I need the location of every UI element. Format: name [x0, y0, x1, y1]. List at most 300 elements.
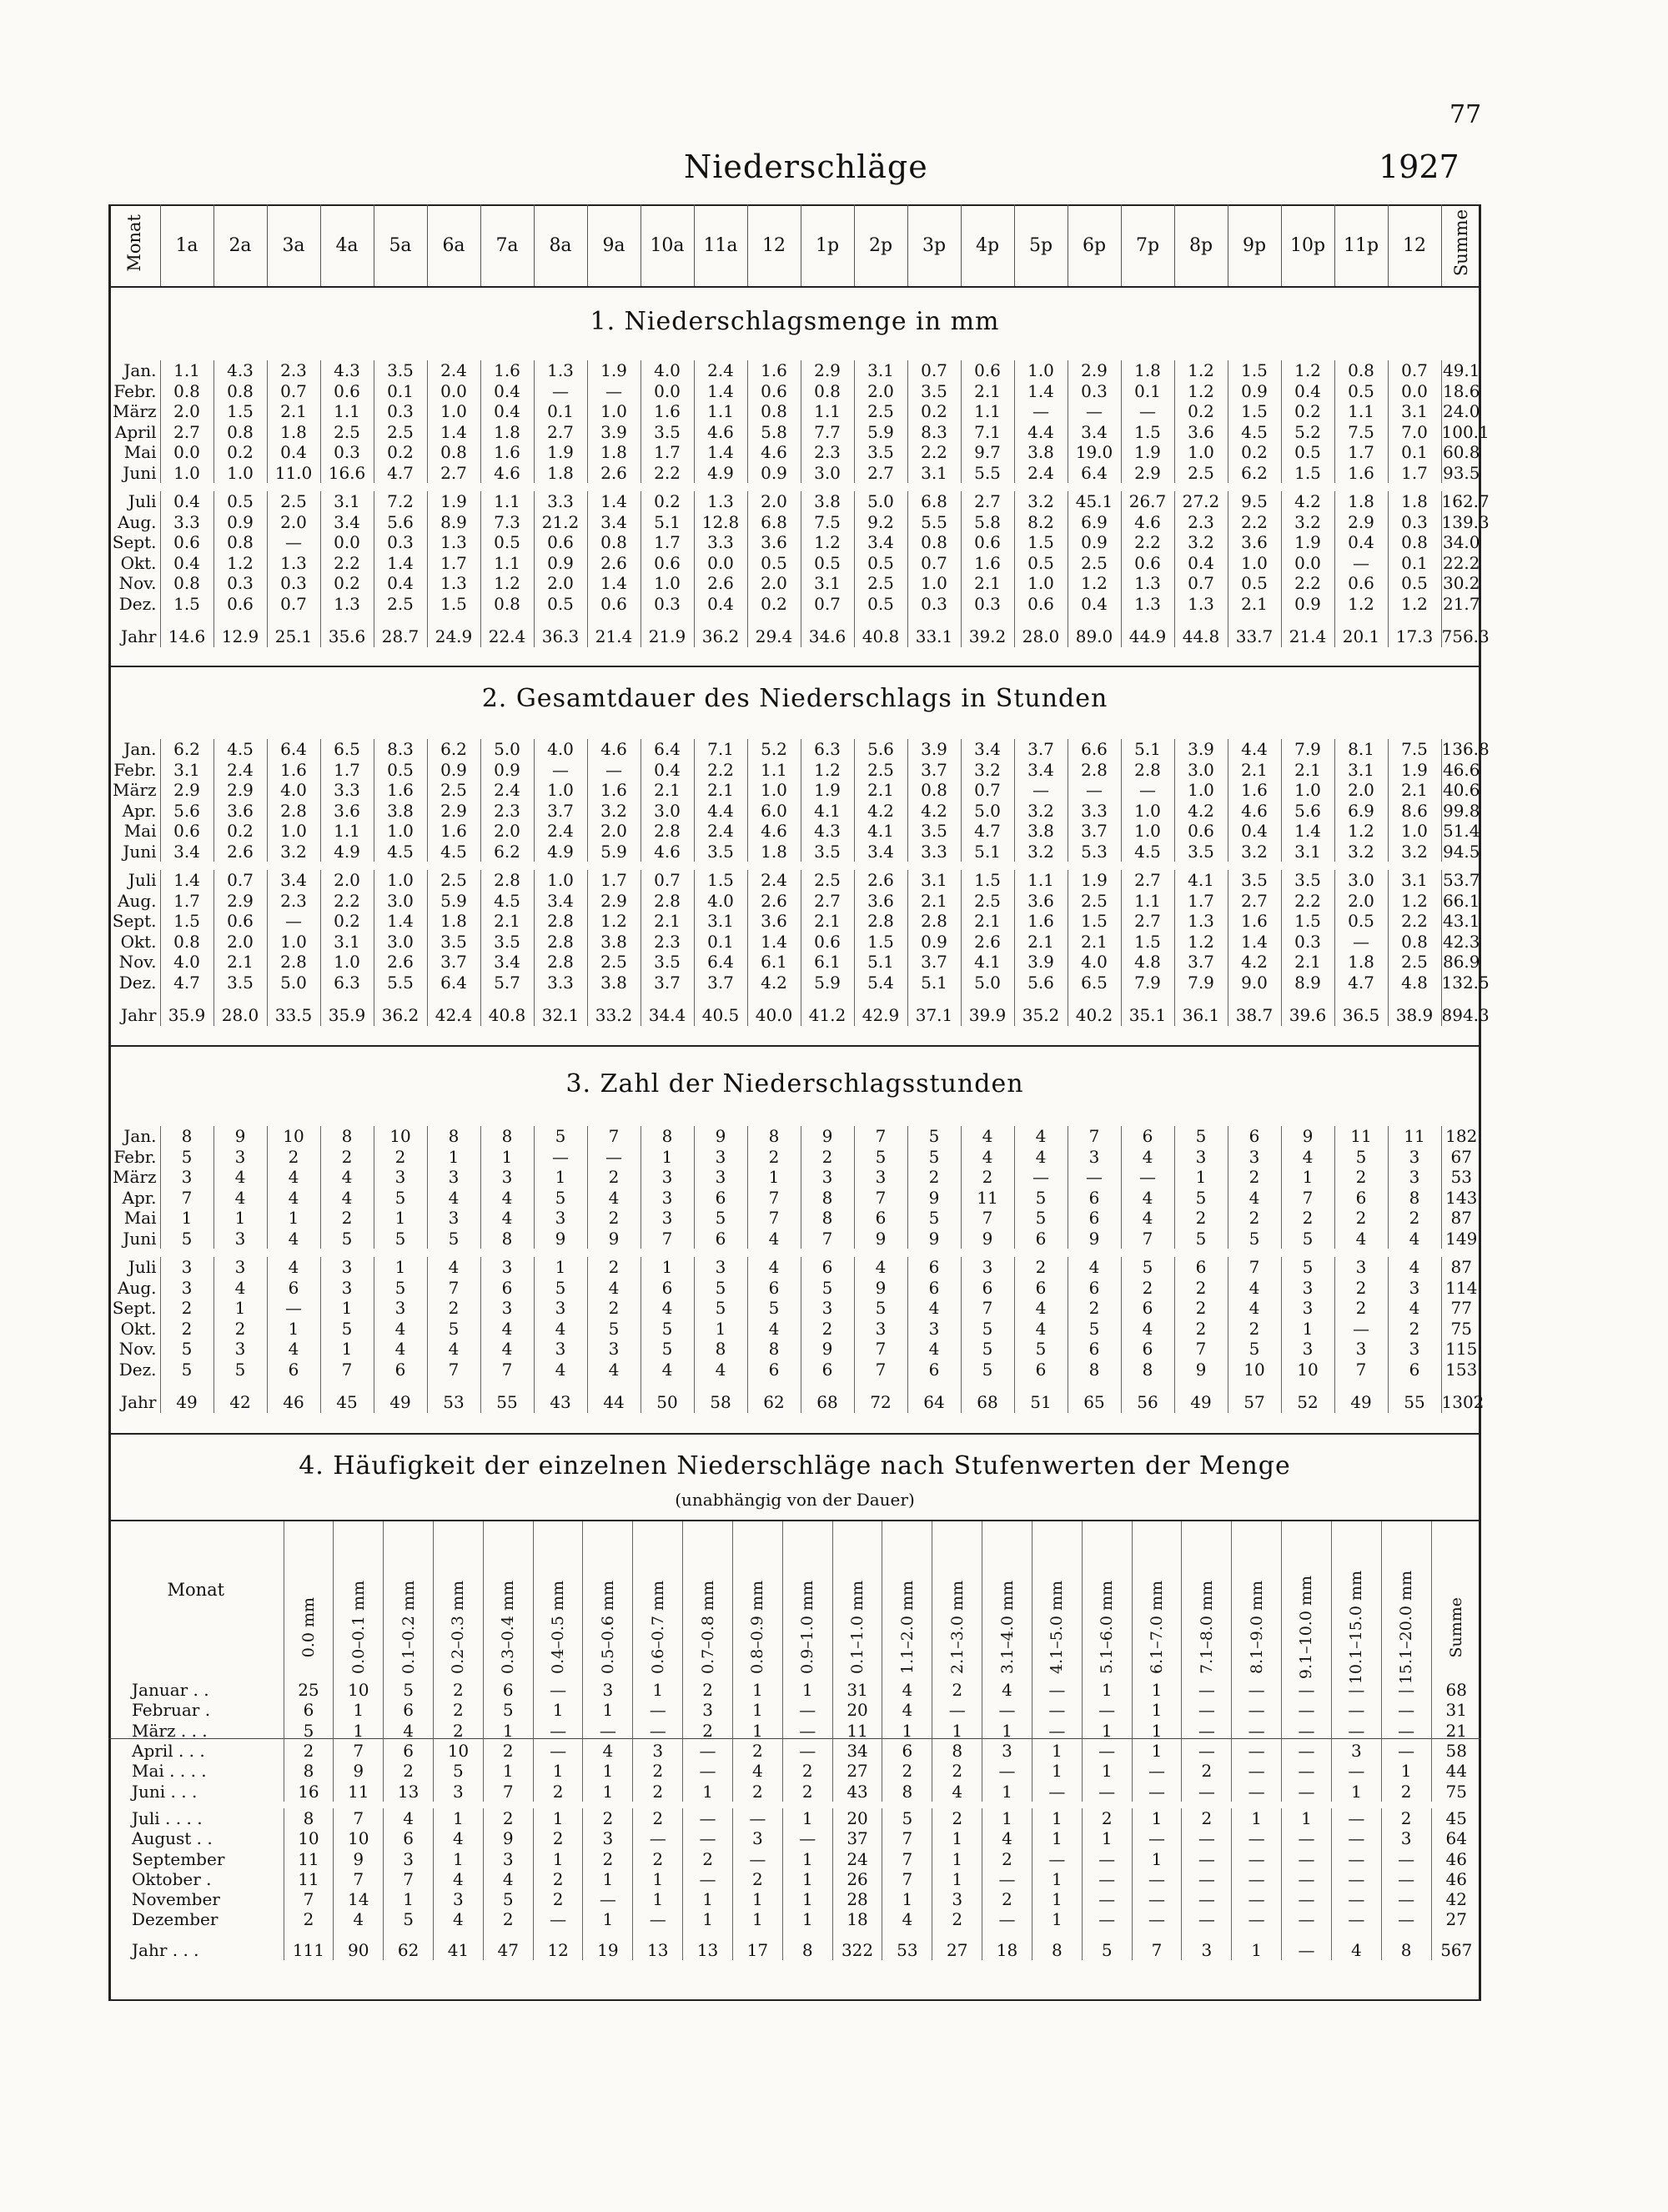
table-cell: 3.7: [907, 760, 961, 781]
table-cell: 6: [641, 1278, 694, 1299]
table-cell: 3: [1334, 1339, 1388, 1360]
table-cell: 2: [633, 1761, 683, 1781]
table-cell: 0.4: [1068, 594, 1121, 615]
table-cell: 7: [320, 1360, 374, 1380]
table-cell: 0.5: [854, 594, 907, 615]
table-cell: 2.1: [1228, 760, 1281, 781]
table-cell: 1: [334, 1700, 384, 1720]
table-cell: 5: [374, 1229, 427, 1249]
table-cell: 7.2: [374, 491, 427, 512]
year-total-cell: 20.1: [1334, 614, 1388, 647]
month-label: Juli: [128, 1257, 157, 1278]
year-total-cell: 36.5: [1334, 993, 1388, 1026]
table-cell: 1: [1032, 1889, 1082, 1909]
table-cell: 3.6: [320, 801, 374, 822]
table-cell: 4: [214, 1278, 267, 1299]
table-cell: 2.0: [854, 381, 907, 402]
month-label: Dezember: [132, 1909, 219, 1930]
table-cell: 0.1: [1388, 442, 1441, 463]
table-cell: 8: [882, 1781, 932, 1801]
table-cell: —: [1082, 1848, 1132, 1868]
table-cell: 2: [427, 1298, 480, 1319]
table-cell: 27: [832, 1761, 882, 1781]
table-cell: 4: [982, 1828, 1032, 1848]
table-cell: 4.6: [1228, 801, 1281, 822]
table-cell: 11: [284, 1848, 334, 1868]
table-cell: 3.5: [801, 842, 854, 862]
table-cell: 3.5: [907, 381, 961, 402]
table-cell: 4: [427, 1257, 480, 1278]
table-cell: 11.0: [267, 463, 320, 484]
table-cell: 0.5: [1014, 553, 1068, 574]
table-cell: 132.5: [1441, 972, 1490, 993]
table-cell: 5.1: [854, 952, 907, 973]
table-cell: 3.9: [1174, 739, 1228, 760]
table-cell: 3.8: [1014, 442, 1068, 463]
year-total-cell: 39.9: [961, 993, 1014, 1026]
table-cell: 9: [214, 1126, 267, 1147]
table-cell: 2.0: [747, 573, 801, 594]
table-cell: 1: [633, 1869, 683, 1889]
table-cell: 0.4: [1228, 821, 1281, 842]
table-cell: 4: [1388, 1298, 1441, 1319]
table-cell: 2: [683, 1848, 733, 1868]
table-cell: 5: [160, 1360, 214, 1380]
table-cell: 1: [732, 1889, 782, 1909]
table-cell: 4.7: [374, 463, 427, 484]
table-cell: —: [1331, 1889, 1381, 1909]
table-cell: 4: [1228, 1278, 1281, 1299]
table-cell: 9: [483, 1828, 533, 1848]
year-total-cell: 25.1: [267, 614, 320, 647]
year-total-cell: 90: [334, 1930, 384, 1960]
table-cell: 4: [384, 1721, 434, 1741]
table-cell: —: [1282, 1761, 1332, 1781]
table-cell: 13: [384, 1781, 434, 1801]
table-cell: 2: [320, 1147, 374, 1168]
table-cell: 1.2: [1281, 360, 1334, 381]
table-cell: 5.6: [160, 801, 214, 822]
table-cell: 14: [334, 1889, 384, 1909]
table-cell: —: [583, 1889, 633, 1909]
table-cell: 4: [1121, 1147, 1174, 1168]
year-total-cell: 57: [1228, 1380, 1281, 1413]
table-cell: —: [1132, 1909, 1182, 1929]
table-cell: 2.7: [1121, 911, 1174, 932]
table-cell: 1.2: [214, 553, 267, 574]
table-cell: 3.1: [907, 463, 961, 484]
table-row: [108, 1741, 1481, 1761]
table-row: [108, 801, 1481, 822]
table-cell: 1: [747, 1167, 801, 1188]
table-cell: 7.0: [1388, 422, 1441, 443]
table-cell: 4: [747, 1319, 801, 1340]
table-cell: 1.1: [961, 401, 1014, 422]
table-cell: 7: [854, 1188, 907, 1209]
hour-header-cell: 8a: [534, 204, 587, 287]
table-cell: 3.6: [747, 911, 801, 932]
table-cell: 2.2: [1228, 512, 1281, 533]
table-row: [108, 1360, 1481, 1380]
table-cell: 3: [1281, 1278, 1334, 1299]
table-cell: 9: [801, 1126, 854, 1147]
table-cell: 1: [1331, 1781, 1381, 1801]
table-cell: 1.1: [801, 401, 854, 422]
table-cell: 6: [1014, 1229, 1068, 1249]
table-cell: 5.1: [907, 973, 961, 993]
table-cell: 4.3: [801, 821, 854, 842]
table-cell: 2: [982, 1889, 1032, 1909]
table-cell: 2.0: [1334, 891, 1388, 912]
table-cell: 1: [384, 1889, 434, 1909]
table-cell: —: [1334, 553, 1388, 574]
table-cell: 4: [1228, 1188, 1281, 1209]
table-cell: 1: [1032, 1828, 1082, 1848]
table-cell: 0.3: [1388, 512, 1441, 533]
table-cell: —: [1331, 1721, 1381, 1741]
table-cell: 1.2: [801, 760, 854, 781]
year-total-cell: 34.4: [641, 993, 694, 1026]
table-cell: 21.7: [1442, 593, 1480, 614]
month-label: Juni: [123, 462, 157, 483]
separator: [108, 1433, 1481, 1435]
table-cell: 5: [961, 1360, 1014, 1380]
table-cell: 1.2: [1388, 594, 1441, 615]
table-cell: 0.3: [1281, 932, 1334, 953]
table-cell: 1.5: [160, 594, 214, 615]
table-cell: 1.2: [587, 911, 641, 932]
table-cell: 4: [882, 1909, 932, 1929]
table-cell: 3: [374, 1167, 427, 1188]
year-total-cell: 21.4: [1281, 614, 1334, 647]
table-cell: 0.3: [214, 573, 267, 594]
table-cell: 4: [1014, 1147, 1068, 1168]
range-column-header: 0.4–0.5 mm: [533, 1521, 583, 1739]
hour-header-cell: 4p: [961, 204, 1014, 287]
table-cell: 3.6: [854, 891, 907, 912]
table-cell: 7.7: [801, 422, 854, 443]
table-cell: 45.1: [1068, 491, 1121, 512]
year-total-cell: 8: [782, 1930, 832, 1960]
table-cell: 0.8: [160, 573, 214, 594]
table-cell: 4: [1121, 1188, 1174, 1209]
table-cell: 3.3: [1068, 801, 1121, 822]
table-row: [108, 594, 1481, 615]
table-row: [108, 973, 1481, 993]
table-cell: 1.0: [374, 870, 427, 891]
table-cell: 2: [1334, 1298, 1388, 1319]
table-cell: 1.8: [1334, 491, 1388, 512]
table-cell: 2: [160, 1319, 214, 1340]
table-cell: 9: [334, 1848, 384, 1868]
year-total-cell: 55: [480, 1380, 534, 1413]
table-cell: —: [1232, 1680, 1282, 1700]
table-cell: —: [1014, 1167, 1068, 1188]
table-cell: 3.7: [694, 973, 747, 993]
table-cell: 1: [882, 1889, 932, 1909]
table-cell: 1.4: [694, 381, 747, 402]
table-cell: 1: [374, 1208, 427, 1229]
table-cell: 3.5: [641, 422, 694, 443]
range-column-header: 0.3–0.4 mm: [483, 1521, 533, 1739]
table-cell: 9: [854, 1229, 907, 1249]
table-cell: 2: [587, 1167, 641, 1188]
table-cell: 3.4: [320, 512, 374, 533]
table-cell: 20: [832, 1700, 882, 1720]
table-cell: 0.3: [1068, 381, 1121, 402]
table-cell: —: [633, 1909, 683, 1929]
table-cell: —: [267, 532, 320, 553]
table-cell: 8: [932, 1741, 982, 1761]
table-cell: 8.3: [907, 422, 961, 443]
table-cell: 2.9: [214, 891, 267, 912]
table-cell: 1.9: [801, 780, 854, 801]
table-row: [108, 952, 1481, 973]
table-cell: 99.8: [1442, 800, 1480, 821]
table-cell: 2: [533, 1828, 583, 1848]
table-cell: 11: [961, 1188, 1014, 1209]
table-cell: 2.1: [267, 401, 320, 422]
table-cell: 5: [1334, 1147, 1388, 1168]
table-cell: 6: [483, 1680, 533, 1700]
year-total-cell: 33.7: [1228, 614, 1281, 647]
table-cell: 2.1: [961, 573, 1014, 594]
table-cell: 7: [1334, 1360, 1388, 1380]
month-label: Apr.: [122, 800, 157, 821]
range-column-header: 0.1–1.0 mm: [832, 1521, 882, 1739]
year-total-row: [108, 1930, 1481, 1960]
table-cell: 6: [1388, 1360, 1441, 1380]
table-cell: 10: [284, 1828, 334, 1848]
table-cell: 0.4: [694, 594, 747, 615]
table-cell: 0.5: [374, 760, 427, 781]
table-cell: —: [1331, 1909, 1381, 1929]
table-cell: 3: [1388, 1278, 1441, 1299]
hour-header-cell: 1a: [160, 204, 214, 287]
table-cell: 2.8: [267, 952, 320, 973]
table-row: [108, 1147, 1481, 1168]
table-cell: 1: [1032, 1761, 1082, 1781]
month-label: Dez.: [118, 972, 157, 993]
table-cell: 4: [587, 1278, 641, 1299]
table-cell: 4: [982, 1680, 1032, 1700]
table-cell: 6: [747, 1360, 801, 1380]
table-cell: —: [1334, 932, 1388, 953]
table-row: [108, 463, 1481, 484]
table-cell: 0.0: [641, 381, 694, 402]
table-cell: 3: [160, 1278, 214, 1299]
month-label: Juni . . .: [132, 1781, 198, 1802]
table-cell: 2.2: [907, 442, 961, 463]
table-cell: 3.8: [1014, 821, 1068, 842]
table-cell: 5.0: [267, 973, 320, 993]
table-cell: 3: [1068, 1147, 1121, 1168]
table-cell: 0.9: [1281, 594, 1334, 615]
table-cell: 1.3: [694, 491, 747, 512]
hour-header-cell: 5p: [1014, 204, 1068, 287]
table-cell: 1: [334, 1721, 384, 1741]
table-cell: 67: [1441, 1147, 1481, 1168]
table-cell: 0.4: [1174, 553, 1228, 574]
table-cell: 0.7: [1174, 573, 1228, 594]
table-cell: 2.1: [1228, 594, 1281, 615]
table-cell: 6.6: [1068, 739, 1121, 760]
table-cell: 0.3: [320, 442, 374, 463]
table-cell: 8.3: [374, 739, 427, 760]
month-label: Juli: [128, 491, 157, 512]
table-cell: 0.2: [747, 594, 801, 615]
table-cell: 4: [747, 1257, 801, 1278]
table-cell: 2: [1381, 1808, 1431, 1828]
table-cell: —: [1381, 1909, 1431, 1929]
table-cell: —: [982, 1700, 1032, 1720]
table-cell: 6: [1174, 1257, 1228, 1278]
table-cell: —: [1182, 1909, 1232, 1929]
table-cell: 4: [267, 1188, 320, 1209]
table-cell: —: [1334, 1319, 1388, 1340]
year-total-cell: —: [1282, 1930, 1332, 1960]
table-cell: 21.2: [534, 512, 587, 533]
table-cell: 5: [374, 1188, 427, 1209]
year-total-cell: 4: [1331, 1930, 1381, 1960]
table-cell: 0.6: [320, 381, 374, 402]
table-cell: 7: [882, 1869, 932, 1889]
range-column-header: 0.0 mm: [284, 1521, 334, 1739]
table-cell: 77: [1441, 1298, 1481, 1319]
year-total-cell: 35.9: [320, 993, 374, 1026]
table-cell: 5.9: [854, 422, 907, 443]
table-cell: 2.5: [427, 870, 480, 891]
table-cell: —: [1068, 401, 1121, 422]
table-cell: 1: [1132, 1741, 1182, 1761]
table-cell: 4: [1228, 1298, 1281, 1319]
table-cell: 2.7: [854, 463, 907, 484]
table-cell: 3.7: [1068, 821, 1121, 842]
table-row: [108, 1188, 1481, 1209]
table-cell: 1.3: [1121, 594, 1174, 615]
table-cell: 75: [1431, 1781, 1481, 1801]
table-cell: 7: [334, 1741, 384, 1761]
table-cell: 2: [374, 1147, 427, 1168]
table-cell: 3.7: [1014, 739, 1068, 760]
table-cell: 4.0: [1068, 952, 1121, 973]
table-cell: —: [267, 1298, 320, 1319]
table-cell: 7: [1068, 1126, 1121, 1147]
table-cell: 4: [1281, 1147, 1334, 1168]
year-total-cell: 35.9: [160, 993, 214, 1026]
table-cell: 2: [483, 1741, 533, 1761]
table-cell: 1: [932, 1869, 982, 1889]
table-cell: 1.6: [961, 553, 1014, 574]
table-cell: 7: [801, 1229, 854, 1249]
hour-header-cell: 9a: [587, 204, 641, 287]
table-cell: —: [1014, 401, 1068, 422]
table-cell: 4: [320, 1167, 374, 1188]
table-cell: 4: [1388, 1229, 1441, 1249]
table-row: [108, 739, 1481, 760]
table-row: [108, 1828, 1481, 1848]
table-cell: 6: [801, 1360, 854, 1380]
table-cell: 0.6: [961, 532, 1014, 553]
hour-header-cell: 11a: [694, 204, 747, 287]
table-cell: 3.6: [747, 532, 801, 553]
table-cell: 6: [747, 1278, 801, 1299]
table-cell: 0.6: [160, 821, 214, 842]
range-column-header: Summe: [1431, 1521, 1481, 1739]
table-cell: 1.9: [534, 442, 587, 463]
table-cell: —: [1182, 1848, 1232, 1868]
table-cell: 1.9: [1281, 532, 1334, 553]
table-cell: 2: [747, 1147, 801, 1168]
table-cell: 1.1: [694, 401, 747, 422]
table-cell: 4.7: [961, 821, 1014, 842]
table-cell: 0.9: [1068, 532, 1121, 553]
table-cell: 1.1: [480, 553, 534, 574]
year-total-cell: 45: [320, 1380, 374, 1413]
table-cell: 31: [1431, 1700, 1481, 1720]
table-cell: 3: [434, 1781, 484, 1801]
table-cell: 3: [427, 1167, 480, 1188]
table-cell: —: [1182, 1889, 1232, 1909]
table-cell: 1.8: [1121, 360, 1174, 381]
table-cell: 2.8: [534, 911, 587, 932]
table-cell: 3: [480, 1167, 534, 1188]
table-cell: 4.1: [801, 801, 854, 822]
table-cell: 0.4: [374, 573, 427, 594]
year-total-cell: 68: [961, 1380, 1014, 1413]
table-cell: 4: [483, 1869, 533, 1889]
table-cell: —: [1121, 780, 1174, 801]
table-row: [108, 1126, 1481, 1147]
table-cell: 1: [1132, 1848, 1182, 1868]
table-cell: 1.0: [267, 932, 320, 953]
table-cell: 6.3: [320, 973, 374, 993]
table-cell: 1.4: [1228, 932, 1281, 953]
table-cell: 2: [320, 1208, 374, 1229]
year-total-cell: 62: [384, 1930, 434, 1960]
table-cell: —: [533, 1721, 583, 1741]
table-cell: 1: [1282, 1808, 1332, 1828]
table-cell: 2.1: [641, 780, 694, 801]
year-total-cell: 17: [732, 1930, 782, 1960]
table-row: [108, 1808, 1481, 1828]
range-column-header: 1.1–2.0 mm: [882, 1521, 932, 1739]
year-total-cell: 49: [1174, 1380, 1228, 1413]
table-cell: 5: [747, 1298, 801, 1319]
table-cell: 4: [434, 1909, 484, 1929]
table-cell: 3: [801, 1167, 854, 1188]
table-cell: 4.1: [1174, 870, 1228, 891]
table-cell: 8.9: [427, 512, 480, 533]
table-cell: 3: [1281, 1298, 1334, 1319]
table-cell: 10: [374, 1126, 427, 1147]
table-cell: 0.6: [641, 553, 694, 574]
table-cell: 1.2: [801, 532, 854, 553]
table-cell: —: [1132, 1761, 1182, 1781]
table-cell: 0.5: [480, 532, 534, 553]
month-label: Januar . .: [132, 1680, 209, 1701]
table-cell: 1: [782, 1869, 832, 1889]
section-4-title: 4. Häufigkeit der einzelnen Niederschläge nach Stufenwerten der Menge: [299, 1451, 1291, 1481]
table-cell: 1.4: [374, 553, 427, 574]
table-cell: 46: [1431, 1869, 1481, 1889]
table-cell: 7: [747, 1188, 801, 1209]
table-cell: —: [1121, 1167, 1174, 1188]
table-cell: 8: [1121, 1360, 1174, 1380]
table-cell: 6: [882, 1741, 932, 1761]
table-cell: 2: [583, 1848, 633, 1868]
table-cell: 5.5: [961, 463, 1014, 484]
